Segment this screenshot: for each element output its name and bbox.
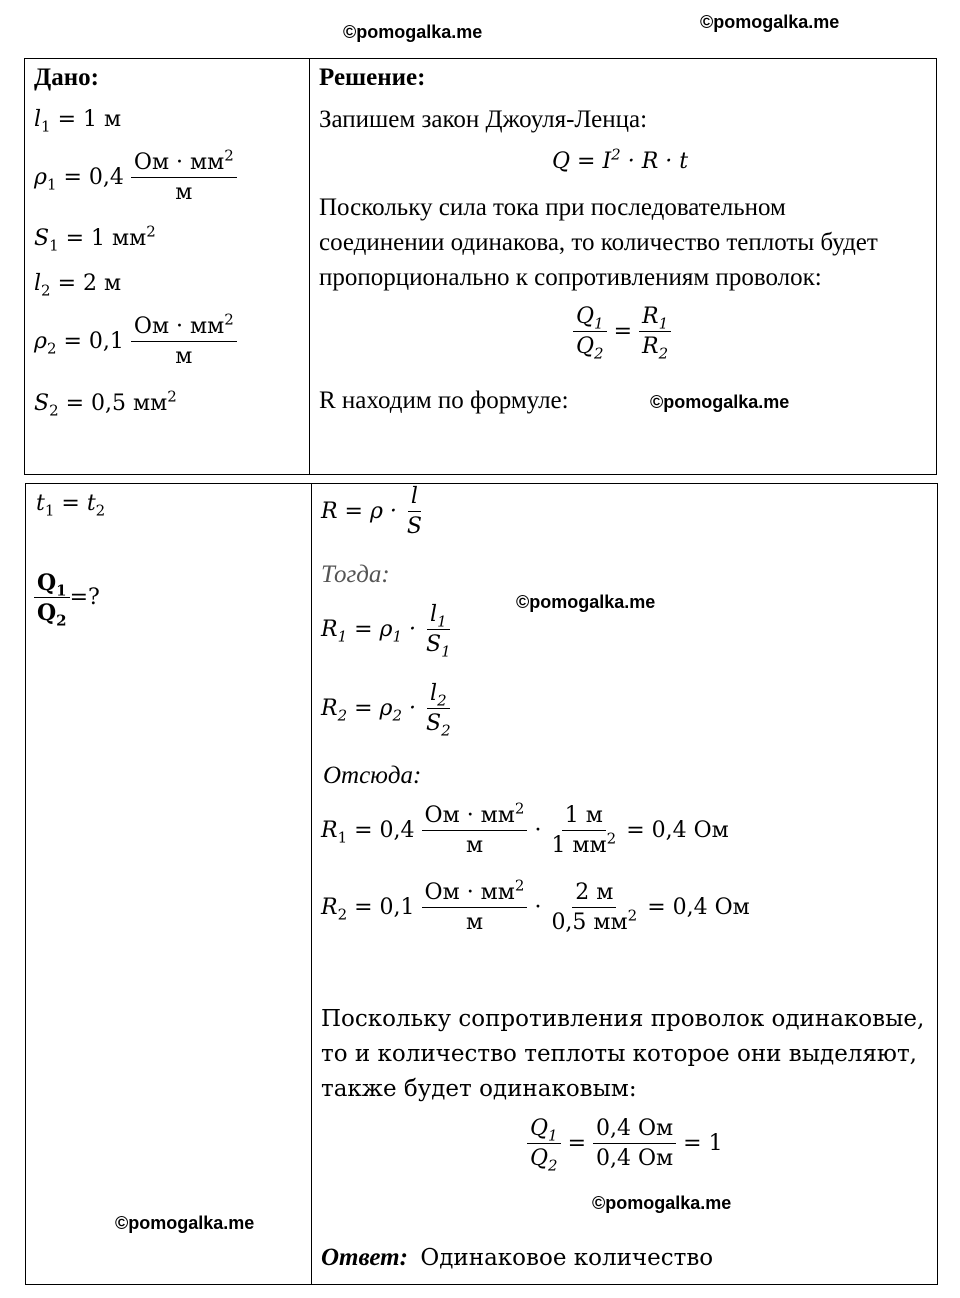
solution-para1-line2: соединении одинакова, то количество теплоты будет bbox=[319, 229, 878, 256]
given-find: $\frac{Q_1}{Q_2}$ =? bbox=[34, 572, 100, 624]
joule-lenz-formula: $Q = I^2 \cdot R \cdot t$ bbox=[552, 145, 689, 174]
r1-calculation: $R_1 = 0,4$ $\frac{Ом \cdot мм^2}{м}$ · $\frac{1 м}{1 мм^2}$ = 0,4 Ом bbox=[321, 799, 729, 858]
resistance-formula: R = ρ · $\frac{l}{S}$ bbox=[321, 484, 422, 539]
given-s1: $S_1 = 1$ $мм^2$ bbox=[34, 222, 156, 255]
given-l1: $l_1 = 1$ м bbox=[34, 107, 122, 136]
then-label: Тогда: bbox=[321, 561, 390, 588]
solution-para1-line1: Поскольку сила тока при последовательном bbox=[319, 194, 786, 221]
solution-intro: Запишем закон Джоуля-Ленца: bbox=[319, 106, 648, 133]
column-divider bbox=[311, 484, 312, 1284]
answer: Ответ: Одинаковое количество bbox=[321, 1244, 714, 1271]
given-rho1: $\rho_1 = 0,4$ $\frac{Ом \cdot мм^2}{м}$ bbox=[34, 152, 237, 204]
solution-heading: Решение: bbox=[319, 64, 426, 91]
hence-label: Отсюда: bbox=[323, 762, 422, 789]
r2-calculation: $R_2 = 0,1$ $\frac{Ом \cdot мм^2}{м}$ · $\frac{2 м}{0,5 мм^2}$ = 0,4 Ом bbox=[321, 876, 750, 935]
solution-para2-line2: то и количество теплоты которое они выделяют, bbox=[321, 1041, 917, 1067]
solution-para2-line1: Поскольку сопротивления проволок одинаковые, bbox=[321, 1006, 925, 1032]
solution-para1-line3: пропорционально к сопротивлениям проволок: bbox=[319, 264, 822, 291]
column-divider bbox=[309, 59, 310, 474]
watermark: ©pomogalka.me bbox=[592, 1193, 732, 1213]
r1-formula: $R_1 = \rho_1$ · $\frac{l_1}{S_1}$ bbox=[321, 602, 451, 661]
given-time-equal: $t_1 = t_2$ bbox=[36, 491, 106, 520]
watermark: ©pomogalka.me bbox=[343, 22, 483, 42]
watermark: ©pomogalka.me bbox=[516, 592, 656, 612]
solution-para2-line3: также будет одинаковым: bbox=[321, 1076, 637, 1102]
given-heading: Дано: bbox=[34, 64, 99, 91]
given-rho2: $\rho_2 = 0,1$ $\frac{Ом \cdot мм^2}{м}$ bbox=[34, 316, 237, 368]
watermark: ©pomogalka.me bbox=[650, 392, 790, 412]
given-l2: $l_2 = 2$ м bbox=[34, 271, 122, 300]
given-s2: $S_2 = 0,5$ $мм^2$ bbox=[34, 387, 177, 420]
final-ratio: $\frac{Q_1}{Q_2}$ = $\frac{0,4 Ом}{0,4 Ом}$ = 1 bbox=[527, 1118, 723, 1170]
watermark: ©pomogalka.me bbox=[700, 12, 840, 32]
ratio-q-r: $\frac{Q_1}{Q_2}$ = $\frac{R_1}{R_2}$ bbox=[573, 306, 671, 358]
r-formula-text: R находим по формуле: bbox=[319, 387, 569, 414]
r2-formula: $R_2 = \rho_2$ · $\frac{l_2}{S_2}$ bbox=[321, 681, 451, 740]
watermark: ©pomogalka.me bbox=[115, 1213, 255, 1233]
